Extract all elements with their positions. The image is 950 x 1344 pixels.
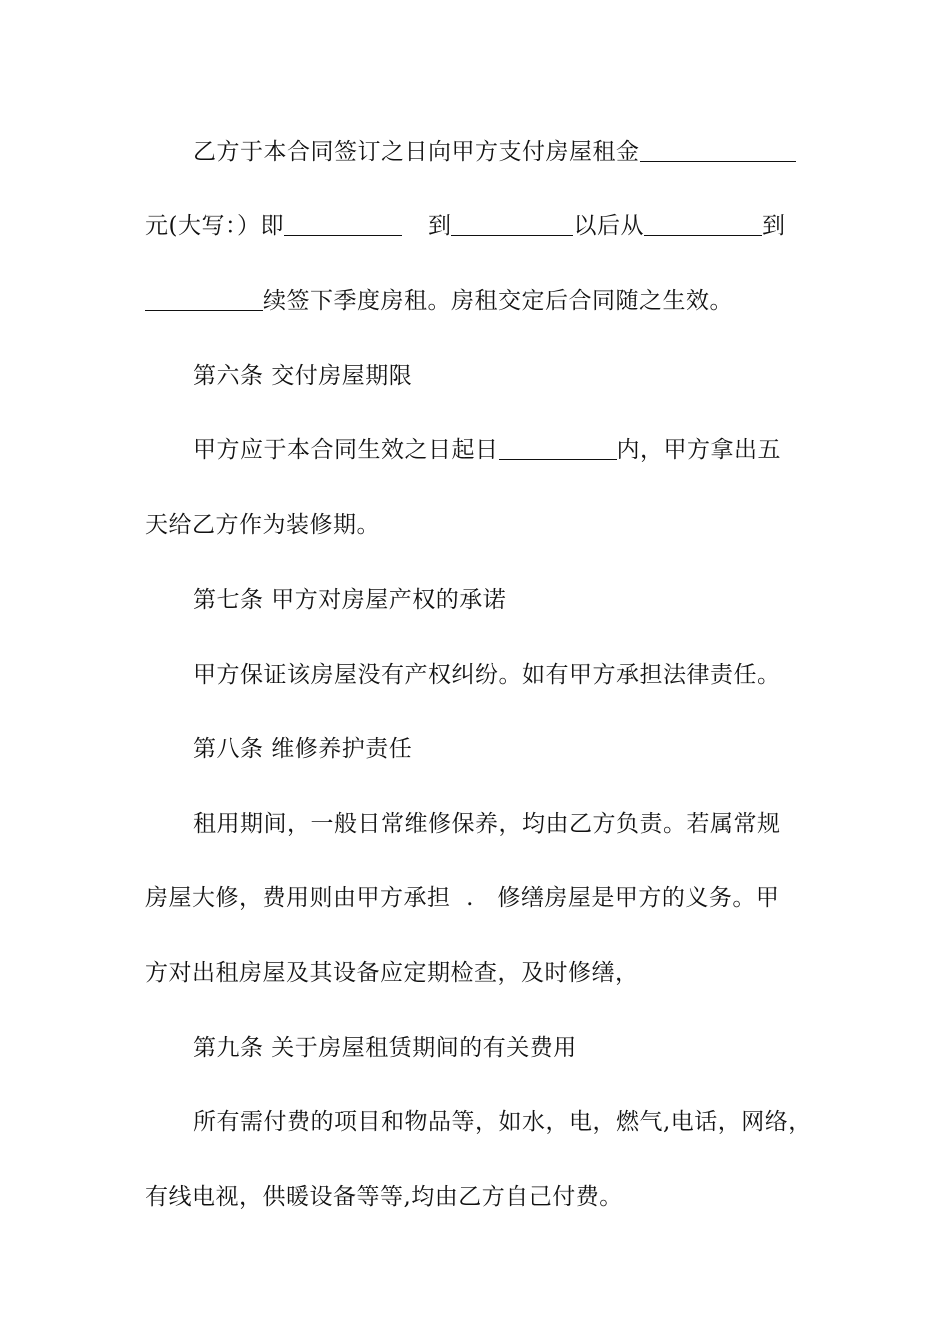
- amount-blank: [640, 139, 796, 162]
- article-6-line-1: [193, 435, 781, 465]
- article-9-line-1: 所有需付费的项目和物品等，如水，电，燃气,电话，网络，: [193, 1109, 812, 1135]
- end-date-blank: [451, 213, 573, 236]
- payment-line-2: [145, 211, 785, 241]
- payment-line-1: [193, 137, 796, 167]
- article-9-line-2: 有线电视，供暖设备等等,均由乙方自己付费。: [145, 1184, 623, 1210]
- renewal-text: 续签下季度房租。房租交定后合同随之生效。: [263, 288, 733, 314]
- delivery-text: 甲方应于本合同生效之日起日: [193, 437, 499, 463]
- renew-start-blank: [644, 213, 762, 236]
- days-blank: [499, 437, 617, 460]
- to-text-1: 到: [427, 213, 452, 239]
- to-text-2: 到: [761, 213, 786, 239]
- article-8-line-1: 租用期间，一般日常维修保养，均由乙方负责。若属常规: [193, 811, 781, 837]
- payment-line-3: [145, 286, 733, 316]
- article-8-heading: 第八条 维修养护责任: [193, 736, 413, 762]
- delivery-text-2: 内，甲方拿出五: [616, 437, 781, 463]
- renew-end-blank: [145, 288, 263, 311]
- amount-uppercase-text: 元(大写：）即: [145, 213, 284, 239]
- start-date-blank: [284, 213, 402, 236]
- article-7-heading: 第七条 甲方对房屋产权的承诺: [193, 587, 507, 613]
- article-6-heading: 第六条 交付房屋期限: [193, 363, 413, 389]
- article-6-line-2: 天给乙方作为装修期。: [145, 512, 380, 538]
- article-8-line-3: 方对出租房屋及其设备应定期检查，及时修缮，: [145, 960, 639, 986]
- from-text: 以后从: [573, 213, 644, 239]
- article-7-text: 甲方保证该房屋没有产权纠纷。如有甲方承担法律责任。: [193, 662, 781, 688]
- article-8-line-2: 房屋大修，费用则由甲方承担 . 修缮房屋是甲方的义务。甲: [145, 885, 780, 911]
- payment-text: 乙方于本合同签订之日向甲方支付房屋租金: [193, 139, 640, 165]
- article-9-heading: 第九条 关于房屋租赁期间的有关费用: [193, 1035, 577, 1061]
